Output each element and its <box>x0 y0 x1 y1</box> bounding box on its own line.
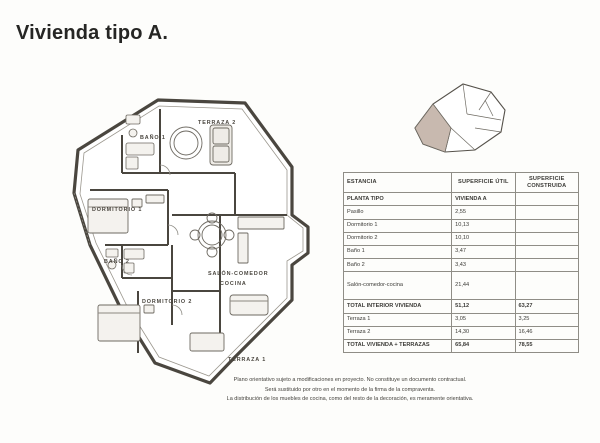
row-construida <box>515 219 578 232</box>
disclaimer-line-3: La distribución de los muebles de cocina, como del resto de la decoración, es meramente orientativa. <box>226 396 474 403</box>
row-util: 65,84 <box>452 339 515 352</box>
table-subheader-row <box>344 193 579 206</box>
row-construida <box>515 272 578 300</box>
table-row-total-interior <box>344 300 579 313</box>
row-construida: 63,27 <box>515 300 578 313</box>
subheader-vivienda: VIVIENDA A <box>452 193 515 206</box>
row-util: 2,55 <box>452 206 515 219</box>
row-util: 21,44 <box>452 272 515 300</box>
row-util: 3,05 <box>452 313 515 326</box>
room-label-terraza-2: TERRAZA 2 <box>198 120 237 126</box>
row-estancia: TOTAL INTERIOR VIVIENDA <box>344 300 452 313</box>
row-estancia: Terraza 2 <box>344 326 452 339</box>
disclaimer-line-2: Será sustituido por otro en el momento de la firma de la compraventa. <box>264 386 436 393</box>
row-construida <box>515 232 578 245</box>
room-label-dormitorio-2: DORMITORIO 2 <box>142 299 193 305</box>
room-label-terraza-1: TERRAZA 1 <box>228 357 267 363</box>
row-util: 10,13 <box>452 219 515 232</box>
row-util: 14,30 <box>452 326 515 339</box>
row-construida <box>515 245 578 258</box>
table-row <box>344 245 579 258</box>
room-label-cocina: COCINA <box>220 281 247 287</box>
page-title: Vivienda tipo A. <box>16 22 169 44</box>
row-construida: 78,55 <box>515 339 578 352</box>
key-site-plan-drawing <box>405 70 515 165</box>
table-row <box>344 206 579 219</box>
row-estancia: Dormitorio 2 <box>344 232 452 245</box>
row-util: 3,43 <box>452 259 515 272</box>
row-util: 3,47 <box>452 245 515 258</box>
subheader-blank <box>515 193 578 206</box>
row-util: 51,12 <box>452 300 515 313</box>
floor-plan <box>60 95 340 395</box>
table-row <box>344 219 579 232</box>
row-estancia: Salón-comedor-cocina <box>344 272 452 300</box>
row-construida: 3,25 <box>515 313 578 326</box>
row-estancia: Pasillo <box>344 206 452 219</box>
row-estancia: Terraza 1 <box>344 313 452 326</box>
room-label-salon-comedor: SALÓN-COMEDOR <box>208 271 269 277</box>
row-construida <box>515 259 578 272</box>
header-estancia: ESTANCIA <box>344 173 452 193</box>
table-row <box>344 232 579 245</box>
row-estancia: Baño 1 <box>344 245 452 258</box>
areas-table-wrap <box>343 172 579 353</box>
room-label-bano-1: BAÑO 1 <box>140 135 166 141</box>
table-header-row <box>344 173 579 193</box>
key-site-plan <box>405 70 515 165</box>
table-row <box>344 259 579 272</box>
row-estancia: Baño 2 <box>344 259 452 272</box>
table-row <box>344 326 579 339</box>
disclaimer <box>120 376 580 405</box>
table-row <box>344 272 579 300</box>
subheader-planta: PLANTA TIPO <box>344 193 452 206</box>
row-util: 10,10 <box>452 232 515 245</box>
floor-plan-drawing <box>60 95 340 395</box>
row-construida: 16,46 <box>515 326 578 339</box>
header-superficie-construida: SUPERFICIE CONSTRUIDA <box>515 173 578 193</box>
room-label-bano-2: BAÑO 2 <box>104 259 130 265</box>
room-label-dormitorio-1: DORMITORIO 1 <box>92 207 143 213</box>
row-estancia: Dormitorio 1 <box>344 219 452 232</box>
table-row <box>344 313 579 326</box>
disclaimer-line-1: Plano orientativo sujeto a modificaciones en proyecto. No constituye un documento contractual. <box>233 377 467 383</box>
areas-table <box>343 172 579 353</box>
row-estancia: TOTAL VIVIENDA + TERRAZAS <box>344 339 452 352</box>
header-superficie-util: SUPERFICIE ÚTIL <box>452 173 515 193</box>
row-construida <box>515 206 578 219</box>
table-row-total-vivienda <box>344 339 579 352</box>
